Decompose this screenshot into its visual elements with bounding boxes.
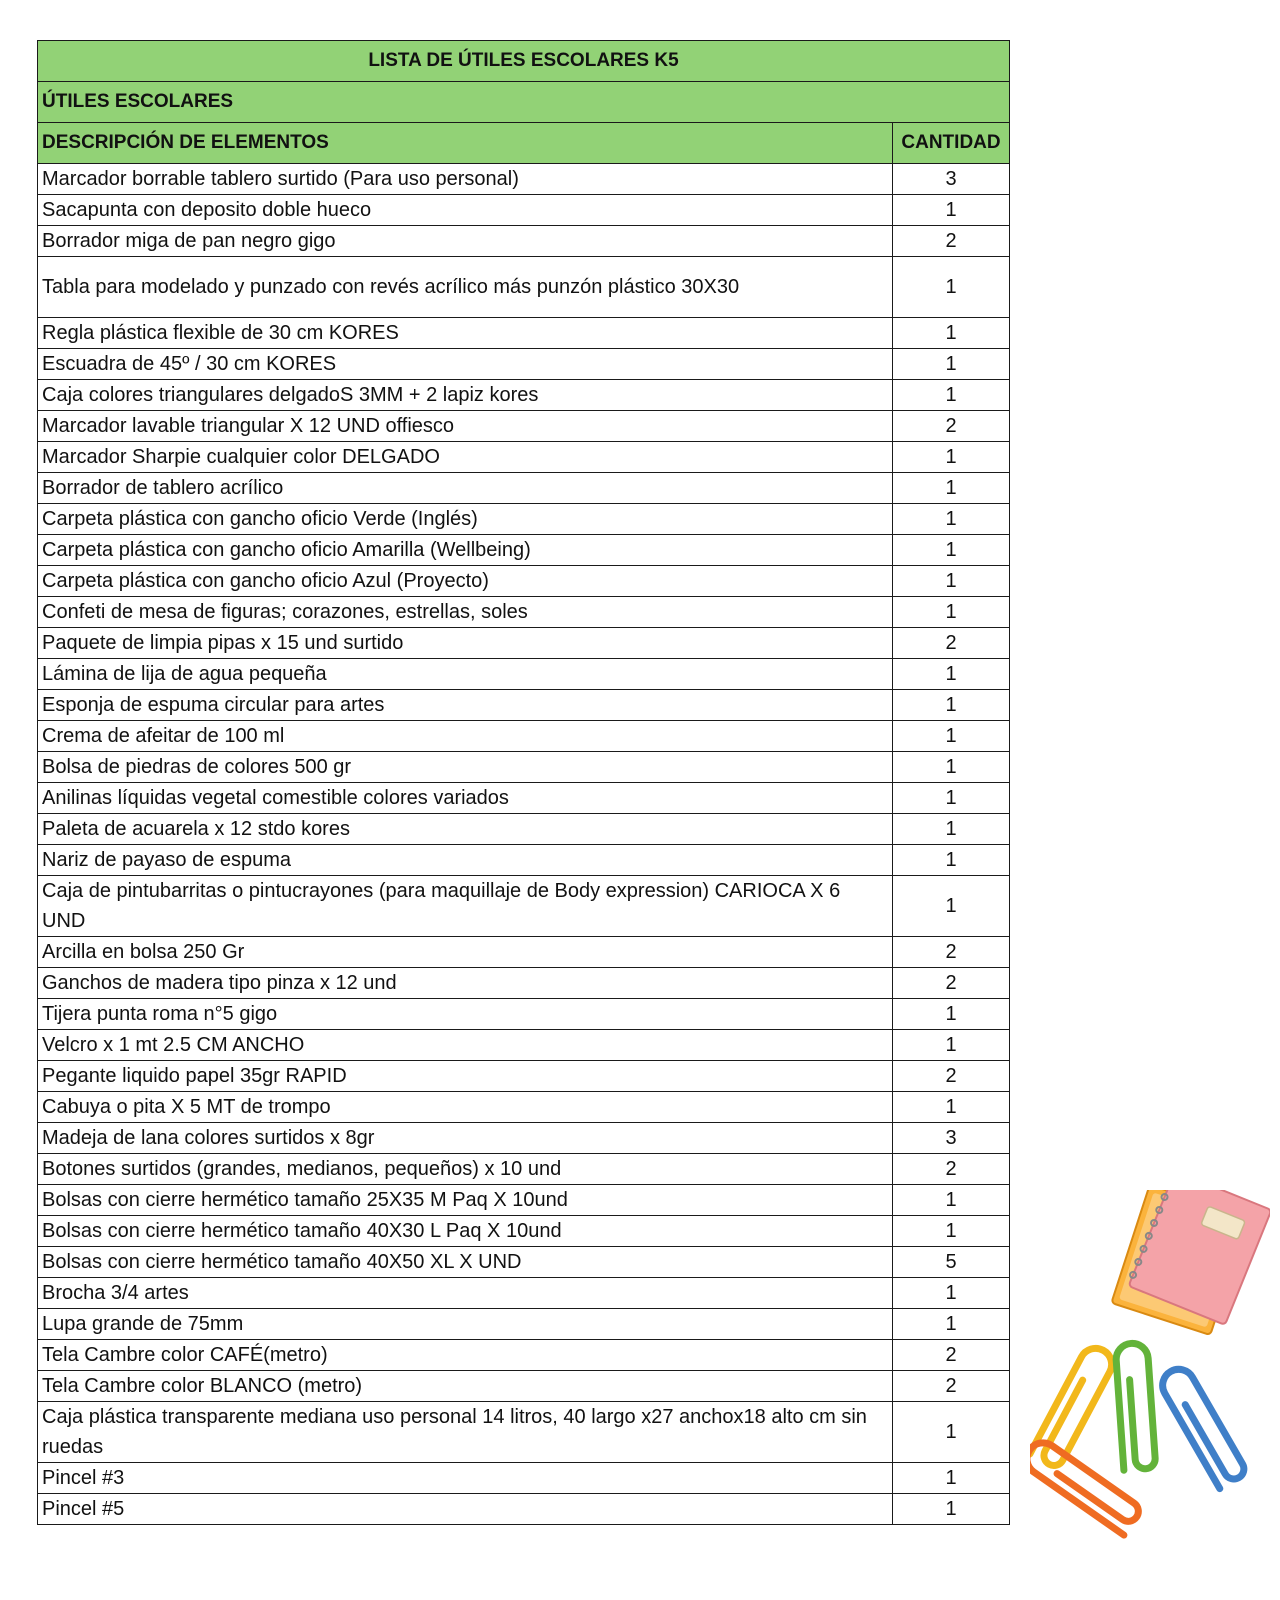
item-description: Carpeta plástica con gancho oficio Amarilla (Wellbeing) xyxy=(38,535,893,566)
table-row xyxy=(38,597,1010,628)
item-quantity: 2 xyxy=(893,226,1010,257)
table-row xyxy=(38,1030,1010,1061)
item-quantity: 2 xyxy=(893,937,1010,968)
item-quantity: 1 xyxy=(893,349,1010,380)
column-header-description: DESCRIPCIÓN DE ELEMENTOS xyxy=(38,123,893,164)
item-quantity: 1 xyxy=(893,783,1010,814)
supplies-table xyxy=(37,40,1010,1525)
item-description: Botones surtidos (grandes, medianos, pequeños) x 10 und xyxy=(38,1154,893,1185)
item-quantity: 1 xyxy=(893,721,1010,752)
item-quantity: 2 xyxy=(893,968,1010,999)
item-quantity: 1 xyxy=(893,195,1010,226)
table-row xyxy=(38,814,1010,845)
item-description: Crema de afeitar de 100 ml xyxy=(38,721,893,752)
item-description: Carpeta plástica con gancho oficio Azul (Proyecto) xyxy=(38,566,893,597)
item-description: Bolsas con cierre hermético tamaño 40X50 XL X UND xyxy=(38,1247,893,1278)
table-row xyxy=(38,257,1010,318)
table-row xyxy=(38,1340,1010,1371)
table-row xyxy=(38,1463,1010,1494)
table-row xyxy=(38,1092,1010,1123)
item-quantity: 1 xyxy=(893,752,1010,783)
item-description: Pincel #5 xyxy=(38,1494,893,1525)
item-quantity: 1 xyxy=(893,535,1010,566)
item-quantity: 1 xyxy=(893,504,1010,535)
item-quantity: 3 xyxy=(893,164,1010,195)
item-quantity: 2 xyxy=(893,1061,1010,1092)
table-row xyxy=(38,164,1010,195)
item-quantity: 2 xyxy=(893,411,1010,442)
item-quantity: 2 xyxy=(893,1371,1010,1402)
item-description: Velcro x 1 mt 2.5 CM ANCHO xyxy=(38,1030,893,1061)
notebook-icon xyxy=(1111,1190,1270,1335)
item-quantity: 1 xyxy=(893,442,1010,473)
item-quantity: 1 xyxy=(893,1402,1010,1463)
table-row xyxy=(38,1371,1010,1402)
table-row xyxy=(38,1123,1010,1154)
item-quantity: 5 xyxy=(893,1247,1010,1278)
table-row xyxy=(38,628,1010,659)
item-quantity: 1 xyxy=(893,999,1010,1030)
item-quantity: 1 xyxy=(893,1030,1010,1061)
item-quantity: 1 xyxy=(893,1278,1010,1309)
table-row xyxy=(38,195,1010,226)
table-row xyxy=(38,535,1010,566)
column-header-quantity: CANTIDAD xyxy=(893,123,1010,164)
table-row xyxy=(38,1247,1010,1278)
table-row xyxy=(38,1216,1010,1247)
item-quantity: 1 xyxy=(893,1463,1010,1494)
item-description: Lámina de lija de agua pequeña xyxy=(38,659,893,690)
table-row xyxy=(38,318,1010,349)
column-header-row xyxy=(38,123,1010,164)
item-quantity: 1 xyxy=(893,1216,1010,1247)
item-description: Bolsas con cierre hermético tamaño 25X35 M Paq X 10und xyxy=(38,1185,893,1216)
table-row xyxy=(38,566,1010,597)
item-description: Madeja de lana colores surtidos x 8gr xyxy=(38,1123,893,1154)
table-row xyxy=(38,1061,1010,1092)
table-row xyxy=(38,876,1010,937)
title-row xyxy=(38,41,1010,82)
table-row xyxy=(38,504,1010,535)
table-row xyxy=(38,690,1010,721)
item-quantity: 1 xyxy=(893,1494,1010,1525)
school-supplies-illustration xyxy=(1030,1190,1270,1580)
item-quantity: 1 xyxy=(893,1185,1010,1216)
table-row xyxy=(38,999,1010,1030)
item-quantity: 1 xyxy=(893,1309,1010,1340)
item-quantity: 1 xyxy=(893,845,1010,876)
item-quantity: 1 xyxy=(893,318,1010,349)
item-description: Sacapunta con deposito doble hueco xyxy=(38,195,893,226)
table-row xyxy=(38,752,1010,783)
table-row xyxy=(38,442,1010,473)
item-description: Tijera punta roma n°5 gigo xyxy=(38,999,893,1030)
item-description: Borrador miga de pan negro gigo xyxy=(38,226,893,257)
item-description: Marcador Sharpie cualquier color DELGADO xyxy=(38,442,893,473)
item-description: Caja plástica transparente mediana uso personal 14 litros, 40 largo x27 anchox18 alto cm sin ruedas xyxy=(38,1402,893,1463)
item-quantity: 1 xyxy=(893,473,1010,504)
item-description: Esponja de espuma circular para artes xyxy=(38,690,893,721)
table-row xyxy=(38,411,1010,442)
item-description: Arcilla en bolsa 250 Gr xyxy=(38,937,893,968)
item-quantity: 2 xyxy=(893,1340,1010,1371)
item-description: Borrador de tablero acrílico xyxy=(38,473,893,504)
item-description: Tela Cambre color CAFÉ(metro) xyxy=(38,1340,893,1371)
item-description: Tabla para modelado y punzado con revés acrílico más punzón plástico 30X30 xyxy=(38,257,893,318)
item-description: Pincel #3 xyxy=(38,1463,893,1494)
item-description: Cabuya o pita X 5 MT de trompo xyxy=(38,1092,893,1123)
table-row xyxy=(38,349,1010,380)
table-row xyxy=(38,1494,1010,1525)
item-description: Paquete de limpia pipas x 15 und surtido xyxy=(38,628,893,659)
item-quantity: 1 xyxy=(893,659,1010,690)
item-quantity: 1 xyxy=(893,566,1010,597)
paperclip-icon xyxy=(1030,1342,1248,1535)
item-quantity: 1 xyxy=(893,690,1010,721)
item-quantity: 1 xyxy=(893,597,1010,628)
item-quantity: 2 xyxy=(893,1154,1010,1185)
item-quantity: 1 xyxy=(893,1092,1010,1123)
item-description: Bolsas con cierre hermético tamaño 40X30 L Paq X 10und xyxy=(38,1216,893,1247)
item-quantity: 1 xyxy=(893,380,1010,411)
item-description: Carpeta plástica con gancho oficio Verde (Inglés) xyxy=(38,504,893,535)
table-row xyxy=(38,226,1010,257)
table-row xyxy=(38,845,1010,876)
table-row xyxy=(38,1402,1010,1463)
item-description: Caja colores triangulares delgadoS 3MM + 2 lapiz kores xyxy=(38,380,893,411)
item-description: Ganchos de madera tipo pinza x 12 und xyxy=(38,968,893,999)
table-row xyxy=(38,473,1010,504)
item-quantity: 3 xyxy=(893,1123,1010,1154)
item-description: Nariz de payaso de espuma xyxy=(38,845,893,876)
item-quantity: 1 xyxy=(893,257,1010,318)
item-quantity: 1 xyxy=(893,876,1010,937)
item-description: Brocha 3/4 artes xyxy=(38,1278,893,1309)
table-row xyxy=(38,1278,1010,1309)
item-description: Escuadra de 45º / 30 cm KORES xyxy=(38,349,893,380)
table-row xyxy=(38,783,1010,814)
item-description: Pegante liquido papel 35gr RAPID xyxy=(38,1061,893,1092)
section-title: ÚTILES ESCOLARES xyxy=(38,82,1010,123)
item-description: Paleta de acuarela x 12 stdo kores xyxy=(38,814,893,845)
table-title: LISTA DE ÚTILES ESCOLARES K5 xyxy=(38,41,1010,82)
item-description: Marcador borrable tablero surtido (Para uso personal) xyxy=(38,164,893,195)
item-quantity: 1 xyxy=(893,814,1010,845)
table-row xyxy=(38,1309,1010,1340)
item-description: Marcador lavable triangular X 12 UND offiesco xyxy=(38,411,893,442)
item-quantity: 2 xyxy=(893,628,1010,659)
item-description: Lupa grande de 75mm xyxy=(38,1309,893,1340)
item-description: Regla plástica flexible de 30 cm KORES xyxy=(38,318,893,349)
table-row xyxy=(38,721,1010,752)
item-description: Anilinas líquidas vegetal comestible colores variados xyxy=(38,783,893,814)
table-row xyxy=(38,968,1010,999)
item-description: Caja de pintubarritas o pintucrayones (para maquillaje de Body expression) CARIOCA X 6 UND xyxy=(38,876,893,937)
table-row xyxy=(38,1185,1010,1216)
item-description: Bolsa de piedras de colores 500 gr xyxy=(38,752,893,783)
table-row xyxy=(38,659,1010,690)
item-description: Tela Cambre color BLANCO (metro) xyxy=(38,1371,893,1402)
section-row xyxy=(38,82,1010,123)
item-description: Confeti de mesa de figuras; corazones, estrellas, soles xyxy=(38,597,893,628)
table-row xyxy=(38,937,1010,968)
table-row xyxy=(38,1154,1010,1185)
table-row xyxy=(38,380,1010,411)
